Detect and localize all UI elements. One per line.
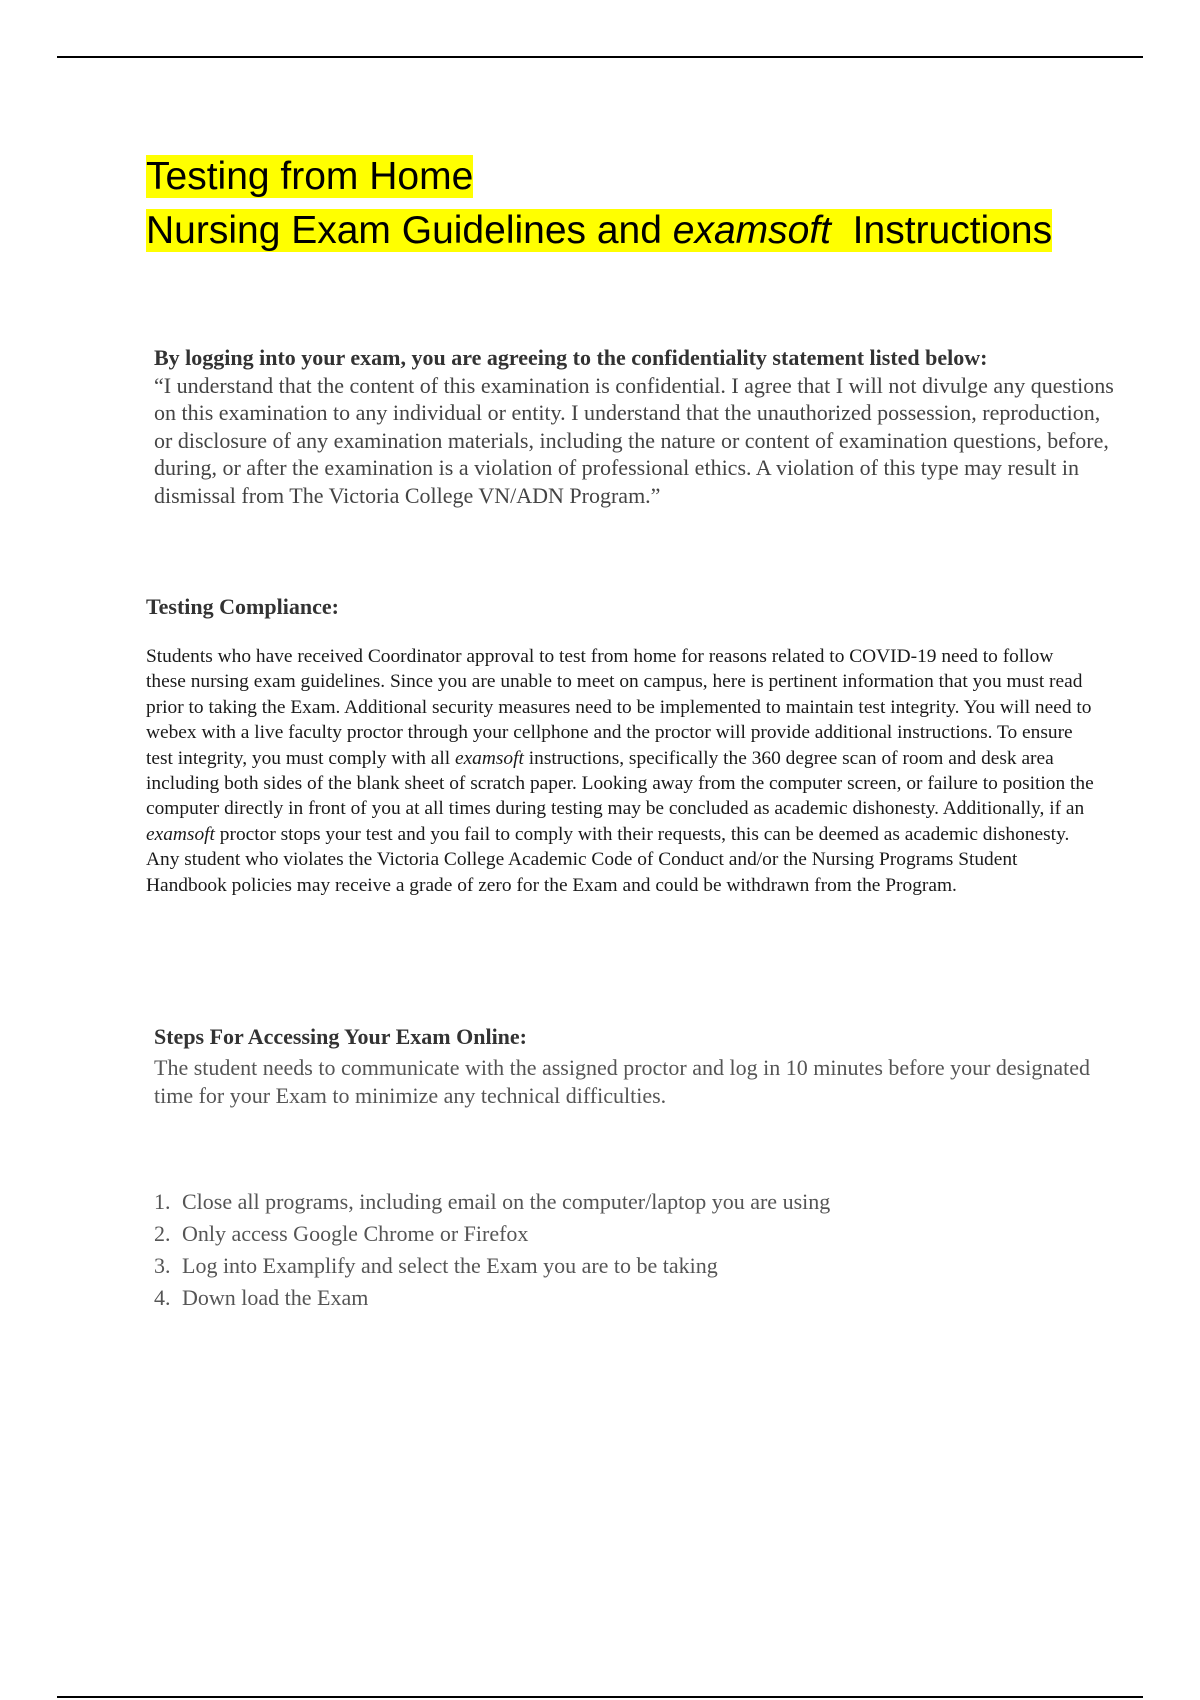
compliance-text-2: instructions, specifically the 360 degree scan of room and desk area including both sides of the blank sheet of scratch paper. Looking away from the computer screen, or failure to position the computer directly in front of you at all times during testing may be concluded as academic dishonesty. Additionally, if an: [146, 747, 1094, 820]
confidentiality-statement: [154, 344, 1114, 509]
list-item: [154, 1250, 830, 1282]
list-item: [154, 1218, 830, 1250]
confidentiality-text: “I understand that the content of this examination is confidential. I agree that I will not divulge any questions on this examination to any individual or entity. I understand that the unauthorized possession, reproduction, or disclosure of any examination materials, including the nature or content of examination questions, before, during, or after the examination is a violation of professional ethics. A violation of this type may result in dismissal from The Victoria College VN/ADN Program.”: [154, 372, 1114, 508]
title-line-2-start: Nursing Exam Guidelines and: [146, 209, 673, 252]
step-number: 2.: [154, 1221, 171, 1246]
header-rule: [57, 56, 1143, 58]
step-number: 4.: [154, 1285, 171, 1310]
step-number: 1.: [154, 1189, 171, 1214]
step-text: Log into Examplify and select the Exam you are to be taking: [182, 1253, 718, 1278]
step-text: Only access Google Chrome or Firefox: [182, 1221, 529, 1246]
steps-list: [154, 1186, 830, 1314]
document-title: [146, 150, 1052, 258]
title-examsoft: examsoft: [672, 209, 832, 252]
title-line-2-end: Instructions: [831, 209, 1053, 252]
compliance-text-3: proctor stops your test and you fail to comply with their requests, this can be deemed as academic dishonesty. Any student who violates the Victoria College Academic Code of Conduct and/or the Nursing Programs Student Handbook policies may receive a grade of zero for the Exam and could be withdrawn from the Program.: [146, 823, 1070, 896]
steps-intro: The student needs to communicate with the assigned proctor and log in 10 minutes before your designated time for your Exam to minimize any technical difficulties.: [154, 1055, 1090, 1108]
compliance-examsoft-1: examsoft: [454, 747, 524, 769]
title-line-2: [146, 204, 1052, 258]
list-item: [154, 1186, 830, 1218]
step-number: 3.: [154, 1253, 171, 1278]
title-line-1-text: Testing from Home: [146, 155, 474, 198]
title-line-1: [146, 150, 1052, 204]
list-item: [154, 1282, 830, 1314]
compliance-paragraph: [146, 644, 1098, 898]
steps-heading: Steps For Accessing Your Exam Online:: [154, 1024, 528, 1049]
step-text: Close all programs, including email on the computer/laptop you are using: [182, 1189, 831, 1214]
compliance-text-1: Students who have received Coordinator approval to test from home for reasons related to COVID-19 need to follow these nursing exam guidelines. Since you are unable to meet on campus, here is pertinent information that you must read prior to taking the Exam. Additional security measures need to be implemented to maintain test integrity. You will need to webex with a live faculty proctor through your cellphone and the proctor will provide additional instructions. To ensure test integrity, you must comply with all: [146, 646, 1092, 769]
title-line-2-highlight: [146, 209, 1052, 252]
compliance-heading: Testing Compliance:: [146, 594, 339, 619]
confidentiality-lead: By logging into your exam, you are agreeing to the confidentiality statement listed below:: [154, 345, 988, 370]
compliance-examsoft-2: examsoft: [146, 823, 215, 845]
step-text: Down load the Exam: [182, 1285, 369, 1310]
footer-rule: [57, 1696, 1143, 1698]
